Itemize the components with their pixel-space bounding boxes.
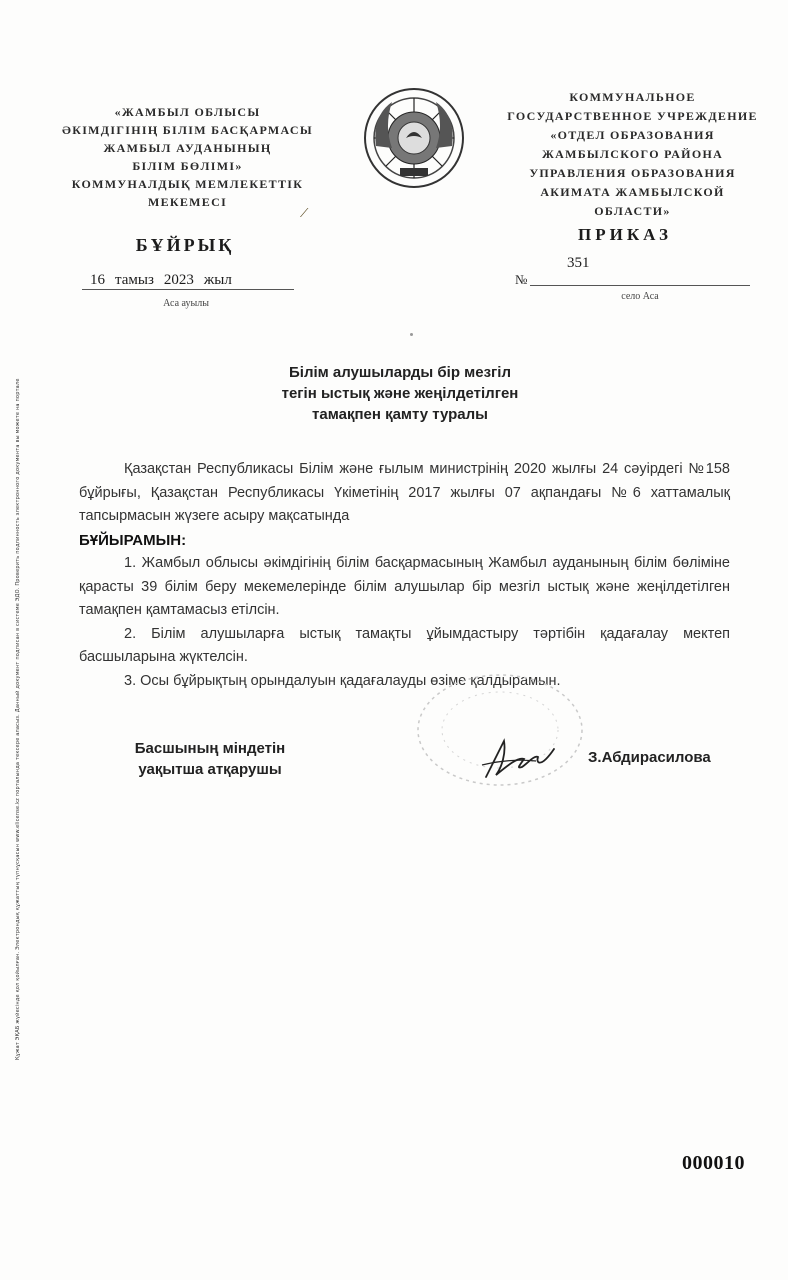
header-left-line: КОММУНАЛДЫҚ МЕМЛЕКЕТТІК bbox=[71, 177, 304, 191]
number-line bbox=[530, 258, 750, 286]
header-left-line: БІЛІМ БӨЛІМІ» bbox=[132, 159, 243, 173]
order-item: 2. Білім алушыларға ыстық тамақты ұйымдастыру тәртібін қадағалау мектеп басшыларына жүктелсін. bbox=[79, 625, 730, 665]
date-year-suffix: жыл bbox=[203, 272, 232, 288]
subject-line: Білім алушыларды бір мезгіл bbox=[289, 364, 511, 381]
doc-number: 351 bbox=[567, 255, 590, 271]
margin-note-text: Құжат ЭҚАБ жүйесінде қол қойылған. Электрондық құжаттың түпнұсқасын www.elicense.kz порталында тексере аласыз. Данный документ подписан в системе ЭДО. Проверить подлинность электронного документа вы можете на портале bbox=[15, 378, 21, 1060]
order-word: БҰЙЫРАМЫН: bbox=[79, 531, 187, 549]
subject-line: тегін ыстық және жеңілдетілген bbox=[281, 385, 519, 402]
header-right-org bbox=[500, 88, 765, 221]
signatory-role-line: Басшының міндетін bbox=[134, 740, 286, 757]
header-right-line: ГОСУДАРСТВЕННОЕ УЧРЕЖДЕНИЕ bbox=[507, 109, 758, 123]
ink-tick-mark-icon: ⟋ bbox=[300, 206, 309, 220]
date-day: 16 bbox=[90, 272, 105, 288]
page-number: 000010 bbox=[682, 1152, 745, 1174]
header-left-line: ЖАМБЫЛ АУДАНЫНЫҢ bbox=[103, 141, 272, 155]
header-left-line: МЕКЕМЕСІ bbox=[147, 195, 228, 209]
doc-body bbox=[79, 458, 730, 693]
header-right-line: КОММУНАЛЬНОЕ bbox=[569, 90, 696, 104]
header-left-line: ӘКІМДІГІНІҢ БІЛІМ БАСҚАРМАСЫ bbox=[62, 123, 313, 137]
order-item: 3. Осы бұйрықтың орындалуын қадағалауды өзіме қалдырамын. bbox=[124, 672, 561, 689]
place-kazakh: Аса ауылы bbox=[163, 298, 209, 309]
margin-certification-note bbox=[14, 370, 44, 1060]
preamble: Қазақстан Республикасы Білім және ғылым министрінің 2020 жылғы 24 сәуірдегі №158 бұйрығы, Қазақстан Республикасы Үкіметінің 2017 жылғы 07 ақпандағы №6 хаттамалық тапсырмасын жүзеге асыру мақсатында bbox=[79, 461, 730, 524]
date-month: тамыз bbox=[115, 272, 154, 288]
number-sign: № bbox=[515, 272, 528, 287]
header-right-line: АКИМАТА ЖАМБЫЛСКОЙ ОБЛАСТИ» bbox=[540, 185, 725, 218]
subject-line: тамақпен қамту туралы bbox=[312, 406, 488, 423]
speck bbox=[410, 333, 413, 336]
handwritten-signature-icon bbox=[478, 735, 558, 785]
signatory-role-line: уақытша атқарушы bbox=[138, 761, 282, 778]
doc-title-kazakh: БҰЙРЫҚ bbox=[135, 235, 235, 255]
date-year: 2023 bbox=[163, 272, 194, 288]
doc-subject bbox=[230, 362, 570, 425]
place-russian: село Аса bbox=[621, 291, 659, 302]
header-right-line: ЖАМБЫЛСКОГО РАЙОНА bbox=[541, 147, 724, 161]
signatory-role bbox=[110, 738, 310, 780]
signatory-name: З.Абдирасилова bbox=[588, 749, 711, 766]
doc-date bbox=[82, 268, 294, 290]
order-item: 1. Жамбыл облысы әкімдігінің білім басқармасының Жамбыл ауданының білім бөліміне қарасты 39 білім беру мекемелерінде білім алушылар бір мезгіл ыстық және жеңілдетілген тамақпен қамтамасыз етілсін. bbox=[79, 555, 730, 618]
header-left-line: «ЖАМБЫЛ ОБЛЫСЫ bbox=[114, 105, 261, 119]
header-right-line: УПРАВЛЕНИЯ ОБРАЗОВАНИЯ bbox=[529, 166, 736, 180]
header-right-line: «ОТДЕЛ ОБРАЗОВАНИЯ bbox=[550, 128, 715, 142]
state-emblem-icon bbox=[362, 86, 466, 190]
doc-title-russian: ПРИКАЗ bbox=[578, 225, 672, 244]
header-left-org bbox=[60, 103, 315, 211]
